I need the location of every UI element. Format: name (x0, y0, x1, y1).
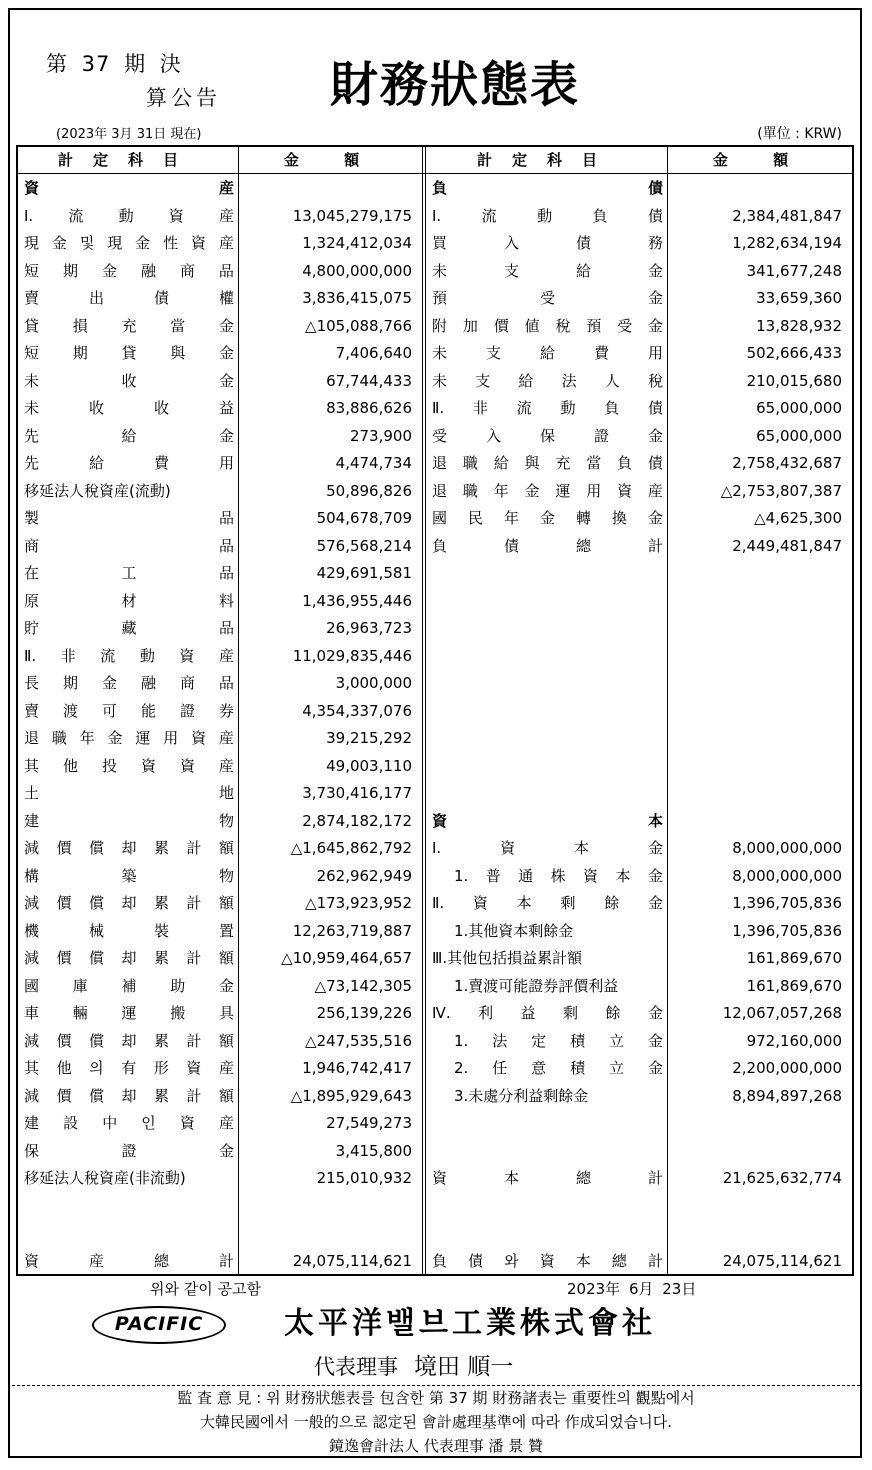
account-label: 短 期 貸 與 金 (24, 344, 234, 362)
amount-value: 13,828,932 (756, 316, 842, 335)
amount-value: 4,800,000,000 (302, 261, 412, 280)
page-title: 財務狀態表 (330, 57, 581, 113)
account-label (426, 780, 667, 808)
account-label: 1.賣渡可能證券評價利益 (454, 976, 619, 995)
account-label (426, 1110, 667, 1138)
currency-unit: (單位 : KRW) (757, 126, 842, 142)
amount-value: 8,000,000,000 (732, 866, 842, 885)
account-label (426, 560, 667, 588)
account-label (18, 1220, 238, 1248)
amount-value: △105,088,766 (305, 316, 412, 335)
account-label: 現 金 및 現 金 性 資 産 (24, 234, 234, 252)
company-name: 太平洋밸브工業株式會社 (284, 1306, 656, 1341)
amount-value: △73,142,305 (314, 976, 412, 995)
account-label: 未 收 收 益 (24, 399, 234, 417)
amount-value: 341,677,248 (746, 261, 842, 280)
account-label (426, 725, 667, 753)
amount-value (668, 670, 852, 698)
audit-separator (12, 1385, 860, 1386)
amount-value: △2,753,807,387 (720, 481, 842, 500)
account-label: Ⅱ. 非 流 動 資 産 (24, 646, 234, 665)
representative (314, 1348, 513, 1381)
audit-opinion-line-2: 大韓民國에서 一般的으로 認定된 會計處理基準에 따라 作成되었습니다. (200, 1413, 672, 1431)
amount-value (239, 175, 422, 203)
account-label (426, 1138, 667, 1166)
account-label: 退 職 年 金 運 用 資 産 (24, 729, 234, 747)
amount-value: 50,896,826 (326, 481, 412, 500)
account-label: 長 期 金 融 商 品 (24, 674, 234, 692)
amount-value (668, 753, 852, 781)
amount-value: 262,962,949 (316, 866, 412, 885)
account-label: 資 本 總 計 (432, 1169, 663, 1187)
account-label: 國 庫 補 助 金 (24, 976, 234, 995)
account-label (426, 670, 667, 698)
account-label: 未 支 給 費 用 (432, 344, 663, 362)
amount-value (668, 808, 852, 836)
company-logo: PACIFIC (92, 1306, 226, 1344)
account-label: 賣 出 債 權 (24, 289, 234, 307)
amount-value (668, 1193, 852, 1221)
amount-value: 210,015,680 (746, 371, 842, 390)
account-label: 先 給 金 (24, 426, 234, 445)
account-label: 減 價 償 却 累 計 額 (24, 1086, 234, 1105)
amount-value: 576,568,214 (316, 536, 412, 555)
amount-value: 1,436,955,446 (302, 591, 412, 610)
amount-value: 972,160,000 (746, 1031, 842, 1050)
amount-value: 502,666,433 (746, 344, 842, 362)
account-label: 未 支 給 法 人 稅 (432, 371, 663, 390)
amount-value: △173,923,952 (305, 894, 412, 912)
account-label: 負 債 總 計 (432, 536, 663, 555)
amount-value: 12,263,719,887 (292, 921, 412, 940)
account-label: 買 入 債 務 (432, 234, 663, 252)
header-account-right: 計定科目 (476, 151, 617, 169)
amount-value: 3,836,415,075 (302, 289, 412, 307)
amount-value: 1,324,412,034 (302, 234, 412, 252)
amount-value (668, 725, 852, 753)
account-label: 負 債 (432, 179, 663, 197)
header-amount-right: 金 額 (712, 151, 809, 169)
account-label: Ⅳ. 利 益 剩 餘 金 (432, 1004, 663, 1022)
account-label: 在 工 品 (24, 564, 234, 582)
amount-value: △10,959,464,657 (281, 949, 412, 967)
amount-value: 2,758,432,687 (732, 454, 842, 472)
rep-name: 境田 順一 (414, 1354, 514, 1380)
amount-value: 215,010,932 (316, 1169, 412, 1187)
account-label: 短 期 金 融 商 品 (24, 261, 234, 280)
account-label: 未 支 給 金 (432, 261, 663, 280)
account-label (426, 1193, 667, 1221)
report-date: (2023年 3月 31日 現在) (56, 127, 202, 142)
amount-value: 11,029,835,446 (292, 646, 412, 665)
account-label (426, 615, 667, 643)
account-label: 其 他 의 有 形 資 産 (24, 1059, 234, 1077)
notice-text: 위와 같이 공고함 (150, 1280, 261, 1298)
period-label: 第 37 期 決 (46, 52, 182, 76)
amount-value: 39,215,292 (326, 729, 412, 747)
account-label: 退 職 給 與 充 當 負 債 (432, 454, 663, 472)
account-label: 先 給 費 用 (24, 454, 234, 472)
account-label: 減 價 償 却 累 計 額 (24, 1031, 234, 1050)
account-label: 1.其他資本剩餘金 (454, 921, 574, 940)
header-amount-left: 金 額 (283, 151, 380, 169)
account-label: 減 價 償 却 累 計 額 (24, 949, 234, 967)
account-label: 1. 法 定 積 立 金 (454, 1031, 663, 1050)
amount-value (668, 1110, 852, 1138)
amount-value: 65,000,000 (756, 399, 842, 417)
account-label: 資 本 (432, 811, 663, 830)
amount-value: 24,075,114,621 (722, 1251, 842, 1270)
amount-value: 13,045,279,175 (292, 206, 412, 225)
header-divider (18, 173, 852, 174)
account-label: 退 職 年 金 運 用 資 産 (432, 481, 663, 500)
amount-value: 26,963,723 (326, 619, 412, 637)
period-label-2: 算公告 (146, 86, 221, 110)
account-label: 減 價 償 却 累 計 額 (24, 894, 234, 912)
amount-value: 1,282,634,194 (732, 234, 842, 252)
amount-value: 27,549,273 (326, 1114, 412, 1132)
account-label: 負 債 와 資 本 總 計 (432, 1251, 663, 1270)
amount-value: 33,659,360 (756, 289, 842, 307)
account-label: 1. 普 通 株 資 本 金 (454, 866, 663, 885)
account-label: Ⅰ. 流 動 資 産 (24, 206, 234, 225)
amount-value: 429,691,581 (316, 564, 412, 582)
account-label: 原 材 料 (24, 591, 234, 610)
account-label (426, 698, 667, 726)
account-label: 2. 任 意 積 立 金 (454, 1059, 663, 1077)
assets-labels (18, 175, 238, 1275)
balance-sheet-table (16, 145, 854, 1276)
amount-value: 161,869,670 (746, 949, 842, 967)
account-label: Ⅱ. 非 流 動 負 債 (432, 399, 663, 417)
auditor-signature: 鏡逸會計法人 代表理事 潘 景 贊 (328, 1437, 544, 1455)
amount-value: △1,645,862,792 (290, 839, 412, 857)
account-label: 3.未處分利益剩餘金 (454, 1086, 589, 1105)
amount-value (668, 560, 852, 588)
account-label: 土 地 (24, 784, 234, 802)
account-label: 國 民 年 金 轉 換 金 (432, 509, 663, 527)
account-label: 受 入 保 證 金 (432, 426, 663, 445)
account-label: 未 收 金 (24, 371, 234, 390)
account-label: Ⅰ. 流 動 負 債 (432, 206, 663, 225)
amount-value (668, 1138, 852, 1166)
account-label (18, 1193, 238, 1221)
amount-value: 83,886,626 (326, 399, 412, 417)
account-label: Ⅱ. 資 本 剩 餘 金 (432, 894, 663, 912)
amount-value: 4,474,734 (335, 454, 412, 472)
amount-value (239, 1220, 422, 1248)
amount-value: 3,000,000 (335, 674, 412, 692)
amount-value: 49,003,110 (326, 756, 412, 775)
account-label: 資 産 (24, 179, 234, 197)
account-label: 其 他 投 資 資 産 (24, 756, 234, 775)
amount-value: 3,730,416,177 (302, 784, 412, 802)
amount-value: 12,067,057,268 (722, 1004, 842, 1022)
amount-value: 8,894,897,268 (732, 1086, 842, 1105)
amount-value: 67,744,433 (326, 371, 412, 390)
account-label: 機 械 裝 置 (24, 921, 234, 940)
amount-value: 7,406,640 (335, 344, 412, 362)
amount-value: 256,139,226 (316, 1004, 412, 1022)
account-label: 資 産 總 計 (24, 1251, 234, 1270)
account-label: 構 築 物 (24, 866, 234, 885)
amount-value: 24,075,114,621 (292, 1251, 412, 1270)
amount-value (668, 588, 852, 616)
amount-value: 3,415,800 (335, 1141, 412, 1160)
amount-value: 4,354,337,076 (302, 701, 412, 720)
amount-value (668, 615, 852, 643)
account-label: 商 品 (24, 536, 234, 555)
amount-value: 1,946,742,417 (302, 1059, 412, 1077)
amount-value (668, 780, 852, 808)
amount-value: 1,396,705,836 (732, 921, 842, 940)
amount-value: 21,625,632,774 (722, 1169, 842, 1187)
amount-value: 2,384,481,847 (732, 206, 842, 225)
amount-value: 65,000,000 (756, 426, 842, 445)
amount-value: 2,874,182,172 (302, 811, 412, 830)
amount-value: 8,000,000,000 (732, 839, 842, 857)
amount-value: 1,396,705,836 (732, 894, 842, 912)
amount-value: △1,895,929,643 (290, 1086, 412, 1105)
liabilities-amounts (668, 175, 852, 1275)
amount-value (668, 698, 852, 726)
account-label (426, 588, 667, 616)
account-label: 賣 渡 可 能 證 券 (24, 701, 234, 720)
account-label: 移延法人稅資産(非流動) (24, 1169, 186, 1187)
header-account-left: 計定科目 (57, 151, 198, 169)
liabilities-labels (426, 175, 667, 1275)
account-label: 附 加 價 値 稅 預 受 金 (432, 316, 663, 335)
account-label (426, 1220, 667, 1248)
amount-value (668, 175, 852, 203)
amount-value: 161,869,670 (746, 976, 842, 995)
assets-amounts (239, 175, 422, 1275)
amount-value: 2,449,481,847 (732, 536, 842, 555)
account-label: 貸 損 充 當 金 (24, 316, 234, 335)
account-label: 建 物 (24, 811, 234, 830)
amount-value: 504,678,709 (316, 509, 412, 527)
amount-value (668, 643, 852, 671)
account-label (426, 753, 667, 781)
account-label: Ⅲ.其他包括損益累計額 (432, 949, 583, 967)
account-label: 移延法人稅資産(流動) (24, 481, 171, 500)
amount-value: △4,625,300 (754, 509, 842, 527)
notice-date: 2023年 6月 23日 (567, 1280, 697, 1298)
amount-value: 2,200,000,000 (732, 1059, 842, 1077)
audit-opinion-line-1: 監 査 意 見 : 위 財務狀態表를 包含한 第 37 期 財務諸表는 重要性의 觀點에서 (177, 1389, 695, 1407)
account-label: 建 設 中 인 資 産 (24, 1114, 234, 1132)
account-label (426, 643, 667, 671)
amount-value: 273,900 (349, 426, 412, 445)
amount-value: △247,535,516 (305, 1031, 412, 1050)
account-label: 車 輛 運 搬 具 (24, 1004, 234, 1022)
account-label: 減 價 償 却 累 計 額 (24, 839, 234, 857)
account-label: 保 證 金 (24, 1141, 234, 1160)
account-label: 製 品 (24, 509, 234, 527)
amount-value (239, 1193, 422, 1221)
account-label: 貯 藏 品 (24, 619, 234, 637)
rep-title: 代表理事 (314, 1355, 398, 1379)
amount-value (668, 1220, 852, 1248)
account-label: 預 受 金 (432, 289, 663, 307)
account-label: Ⅰ. 資 本 金 (432, 839, 663, 857)
